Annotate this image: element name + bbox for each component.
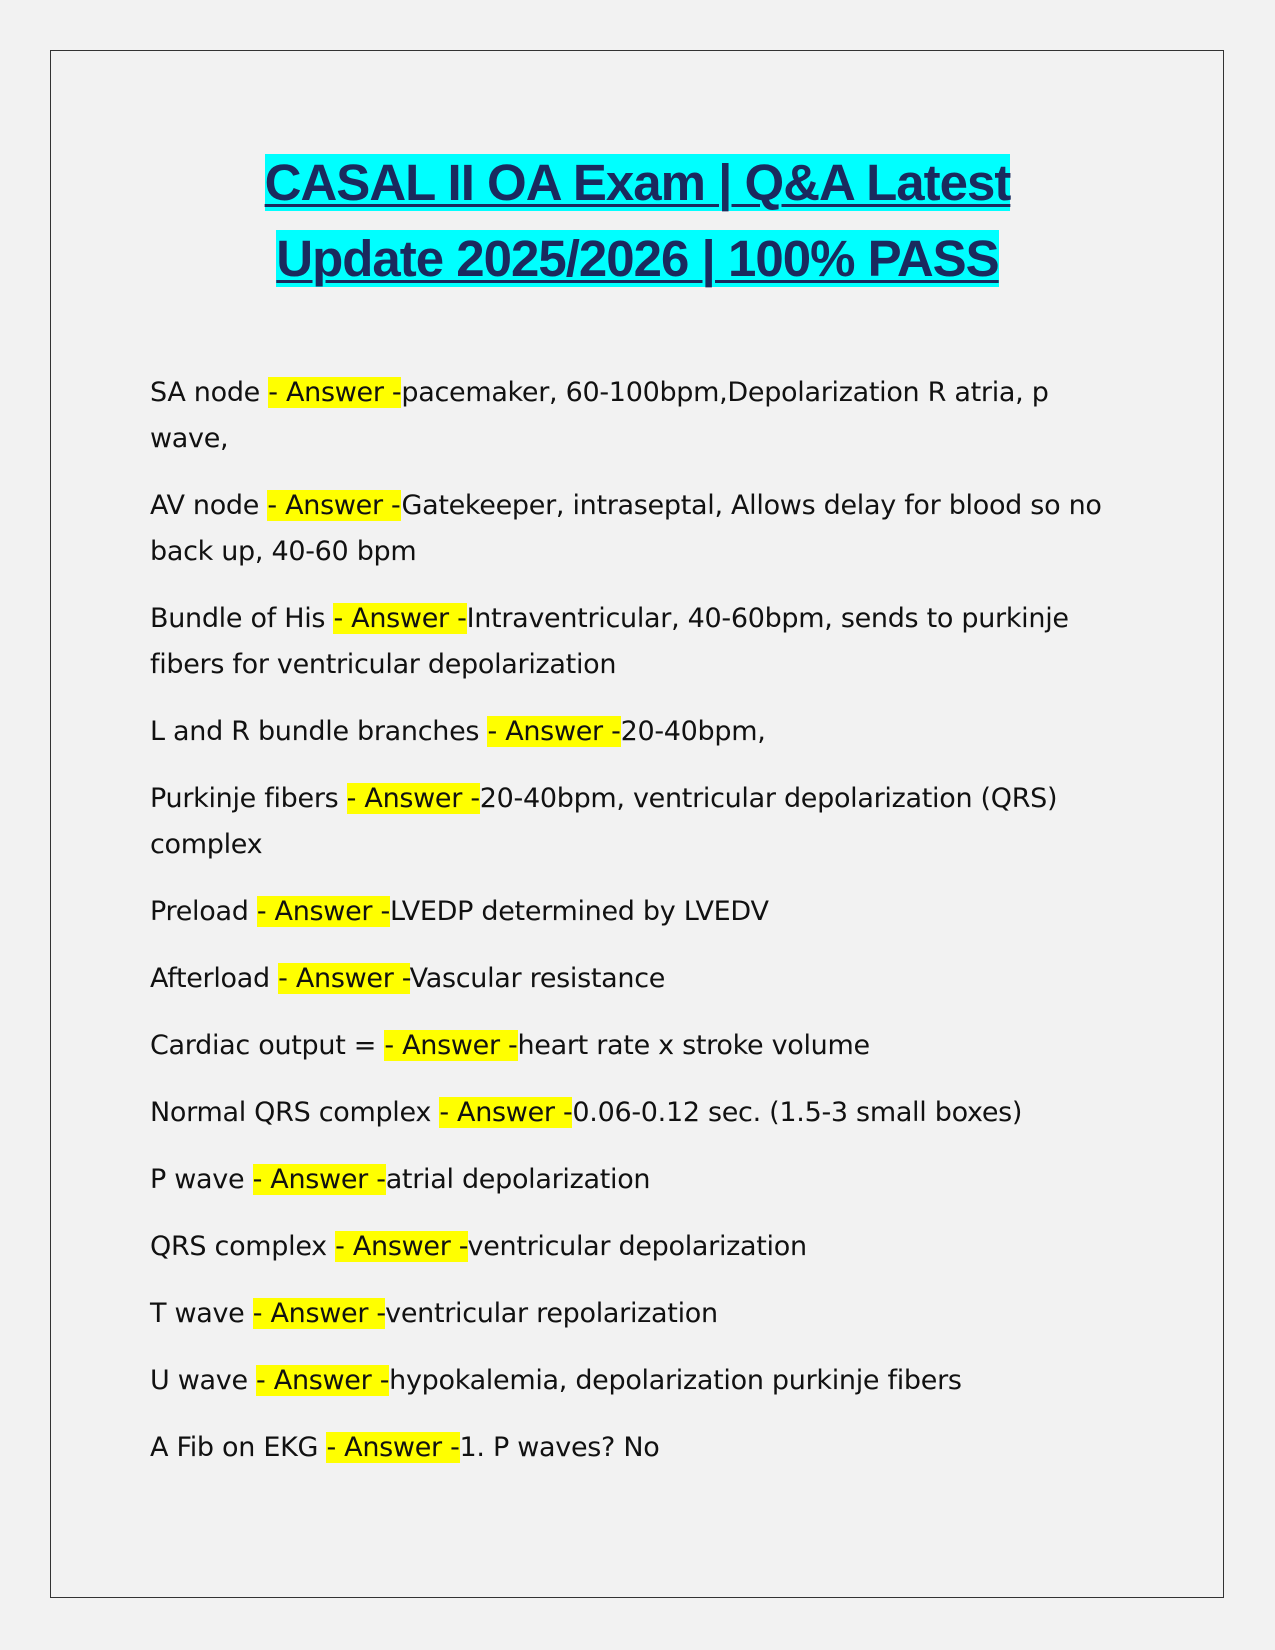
qa-item — [150, 1157, 1130, 1203]
qa-term: Cardiac output = — [150, 1030, 385, 1061]
answer-tag: - Answer - — [346, 783, 480, 814]
title-line-2-text: Update 2025/2026 | 100% PASS — [276, 230, 999, 287]
title-line-1 — [263, 145, 1013, 221]
qa-item — [150, 1291, 1130, 1337]
qa-term: Normal QRS complex — [150, 1097, 440, 1128]
qa-term: QRS complex — [150, 1231, 336, 1262]
qa-item — [150, 1090, 1130, 1136]
qa-answer: 20-40bpm, — [620, 716, 766, 747]
qa-item — [150, 370, 1130, 462]
qa-answer: pacemaker, 60-100bpm,Depolarization R atria, p wave, — [150, 377, 1049, 454]
qa-term: T wave — [150, 1298, 253, 1329]
qa-item — [150, 956, 1130, 1002]
answer-tag: - Answer - — [326, 1432, 460, 1463]
qa-answer: Vascular resistance — [409, 963, 666, 994]
answer-tag: - Answer - — [487, 716, 621, 747]
qa-item — [150, 776, 1130, 868]
qa-item — [150, 1425, 1130, 1471]
qa-answer: LVEDP determined by LVEDV — [389, 896, 769, 927]
qa-answer: hypokalemia, depolarization purkinje fibers — [389, 1365, 962, 1396]
answer-tag: - Answer - — [268, 377, 402, 408]
title-line-1-text: CASAL II OA Exam | Q&A Latest — [264, 154, 1011, 211]
answer-tag: - Answer - — [278, 963, 410, 994]
title-line-2 — [274, 221, 1000, 297]
answer-tag: - Answer - — [333, 603, 467, 634]
qa-item — [150, 1224, 1130, 1270]
answer-tag: - Answer - — [335, 1231, 468, 1262]
qa-term: Afterload — [150, 963, 279, 994]
qa-answer: Intraventricular, 40-60bpm, sends to purkinje fibers for ventricular depolarization — [150, 603, 1069, 680]
qa-term: Purkinje fibers — [150, 783, 347, 814]
qa-answer: 20-40bpm, ventricular depolarization (QRS) complex — [150, 783, 1058, 860]
qa-item — [150, 483, 1130, 575]
answer-tag: - Answer - — [256, 896, 390, 927]
answer-tag: - Answer - — [252, 1298, 386, 1329]
answer-tag: - Answer - — [256, 1365, 390, 1396]
qa-item — [150, 596, 1130, 688]
qa-term: Preload — [150, 896, 257, 927]
qa-answer: 0.06-0.12 sec. (1.5-3 small boxes) — [572, 1097, 1023, 1128]
qa-answer: ventricular depolarization — [467, 1231, 807, 1262]
answer-tag: - Answer - — [252, 1164, 386, 1195]
qa-answer: ventricular repolarization — [385, 1298, 718, 1329]
answer-tag: - Answer - — [439, 1097, 573, 1128]
qa-term: P wave — [150, 1164, 253, 1195]
qa-answer: Gatekeeper, intraseptal, Allows delay for blood so no back up, 40-60 bpm — [150, 490, 1102, 567]
qa-answer: heart rate x stroke volume — [517, 1030, 870, 1061]
qa-term: U wave — [150, 1365, 257, 1396]
qa-term: AV node — [150, 490, 268, 521]
qa-list — [150, 370, 1130, 1492]
qa-item — [150, 889, 1130, 935]
qa-term: L and R bundle branches — [150, 716, 488, 747]
qa-item — [150, 1023, 1130, 1069]
qa-answer: atrial depolarization — [385, 1164, 651, 1195]
answer-tag: - Answer - — [267, 490, 402, 521]
qa-term: SA node — [150, 377, 269, 408]
answer-tag: - Answer - — [384, 1030, 518, 1061]
document-title — [0, 145, 1275, 297]
qa-item — [150, 709, 1130, 755]
qa-term: A Fib on EKG — [150, 1432, 327, 1463]
qa-term: Bundle of His — [150, 603, 334, 634]
qa-item — [150, 1358, 1130, 1404]
qa-answer: 1. P waves? No — [459, 1432, 660, 1463]
